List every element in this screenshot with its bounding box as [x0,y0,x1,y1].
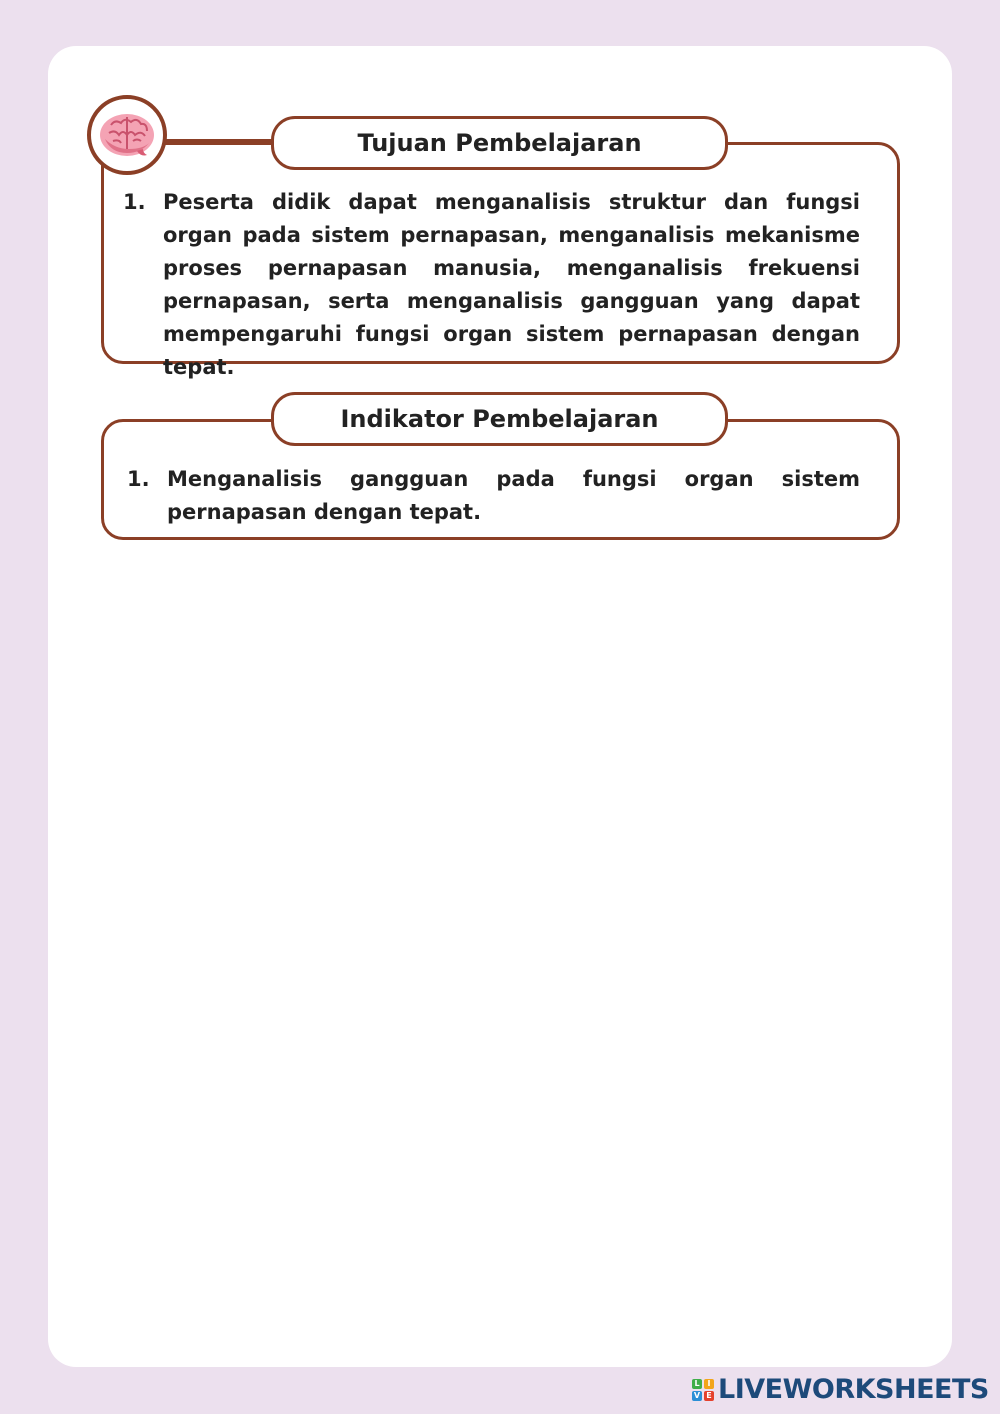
list-item [127,463,860,529]
brain-icon [87,95,167,175]
item-number: 1. [123,190,146,214]
section-title-tujuan: Tujuan Pembelajaran [271,116,728,170]
logo-mark-icon: L I V E [692,1379,714,1401]
liveworksheets-logo[interactable] [692,1374,989,1405]
item-text: Peserta didik dapat menganalisis struktur dan fungsi organ pada sistem pernapasan, menganalisis mekanisme proses pernapasan manusia, menganalisis frekuensi pernapasan, serta menganalisis gangguan yang dapat mempengaruhi fungsi organ sistem pernapasan dengan tepat. [163,190,860,379]
logo-text: LIVEWORKSHEETS [718,1374,989,1405]
item-text: Menganalisis gangguan pada fungsi organ sistem pernapasan dengan tepat. [167,467,860,524]
item-number: 1. [127,467,150,491]
connector-line [160,139,273,142]
section-title-indikator: Indikator Pembelajaran [271,392,728,446]
list-item [123,186,860,384]
